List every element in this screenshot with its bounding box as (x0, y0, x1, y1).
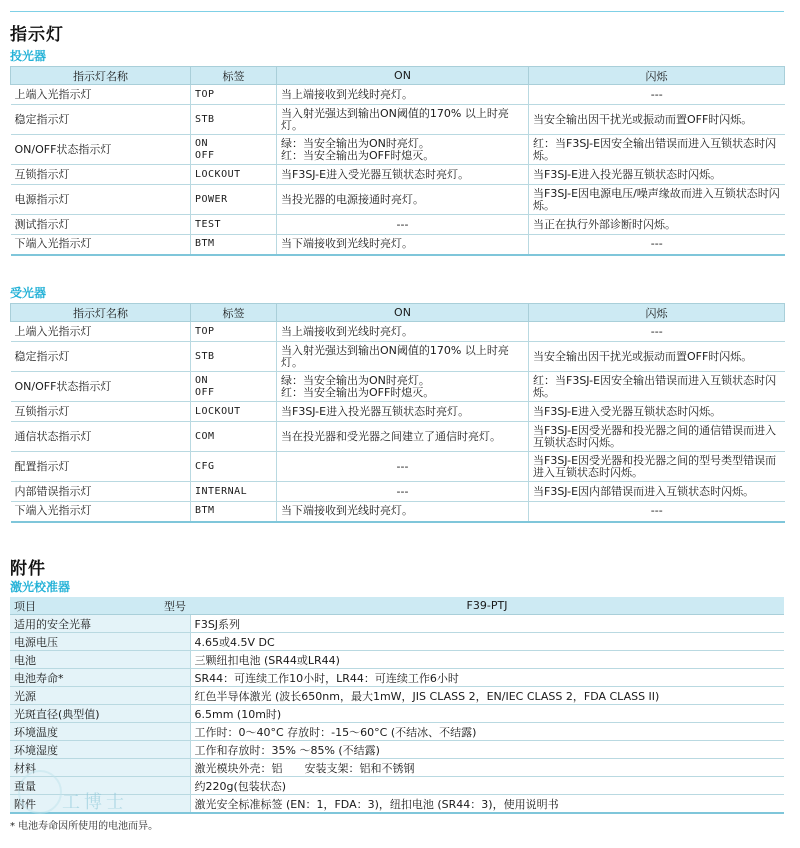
spec-value: 4.65或4.5V DC (190, 633, 784, 651)
table-header-row (11, 67, 785, 85)
blink-description: 当F3SJ-E因内部错误而进入互锁状态时闪烁。 (529, 482, 785, 502)
on-description: --- (277, 452, 529, 482)
table-header-row (11, 304, 785, 322)
header-label: 标签 (191, 304, 277, 322)
spec-value: 激光安全标准标签 (EN：1，FDA：3)，纽扣电池 (SR44：3)，使用说明书 (190, 795, 784, 814)
spec-item: 环境温度 (10, 723, 190, 741)
table-row (11, 165, 785, 185)
blink-description: --- (529, 502, 785, 522)
emitter-heading: 投光器 (10, 49, 47, 63)
blink-description: 当F3SJ-E进入投光器互锁状态时闪烁。 (529, 165, 785, 185)
on-description: 当在投光器和受光器之间建立了通信时亮灯。 (277, 422, 529, 452)
header-item: 项目 (14, 599, 36, 613)
spec-value: 激光模块外壳：铝 安装支架：铝和不锈钢 (190, 759, 784, 777)
blink-description: 当F3SJ-E因受光器和投光器之间的通信错误而进入互锁状态时闪烁。 (529, 422, 785, 452)
indicator-tag: COM (191, 422, 277, 452)
indicator-tag: STB (191, 105, 277, 135)
blink-description: --- (529, 235, 785, 255)
page-title: 指示灯 (10, 25, 64, 45)
on-description: 绿：当安全输出为ON时亮灯。 红：当安全输出为OFF时熄灭。 (277, 135, 529, 165)
accessories-title: 附件 (10, 559, 46, 579)
spec-item: 光斑直径(典型值) (10, 705, 190, 723)
indicator-name: 配置指示灯 (11, 452, 191, 482)
on-description: 当F3SJ-E进入投光器互锁状态时亮灯。 (277, 402, 529, 422)
header-label: 标签 (191, 67, 277, 85)
accessories-heading: 激光校准器 (10, 580, 71, 594)
indicator-name: 稳定指示灯 (11, 342, 191, 372)
blink-description: --- (529, 322, 785, 342)
spec-item: 附件 (10, 795, 190, 814)
blink-description: --- (529, 85, 785, 105)
indicator-name: 上端入光指示灯 (11, 85, 191, 105)
on-description: 当投光器的电源接通时亮灯。 (277, 185, 529, 215)
table-row (11, 235, 785, 255)
spec-item: 电池 (10, 651, 190, 669)
table-row (10, 759, 784, 777)
spec-value: 三颗纽扣电池 (SR44或LR44) (190, 651, 784, 669)
indicator-tag: POWER (191, 185, 277, 215)
watermark: 工博士 (62, 792, 128, 813)
receiver-table (10, 303, 785, 523)
header-on: ON (277, 67, 529, 85)
table-row (11, 502, 785, 522)
emitter-table (10, 66, 785, 256)
spec-item: 重量 (10, 777, 190, 795)
indicator-name: ON/OFF状态指示灯 (11, 372, 191, 402)
on-description: 当F3SJ-E进入受光器互锁状态时亮灯。 (277, 165, 529, 185)
indicator-name: 内部错误指示灯 (11, 482, 191, 502)
indicator-name: ON/OFF状态指示灯 (11, 135, 191, 165)
spec-item: 适用的安全光幕 (10, 615, 190, 633)
table-row (11, 422, 785, 452)
indicator-name: 测试指示灯 (11, 215, 191, 235)
top-rule (10, 11, 784, 12)
footnote: * 电池寿命因所使用的电池而异。 (10, 821, 159, 832)
table-row (11, 185, 785, 215)
table-header-row (10, 597, 784, 615)
table-row (11, 322, 785, 342)
blink-description: 当F3SJ-E进入受光器互锁状态时闪烁。 (529, 402, 785, 422)
indicator-tag: TOP (191, 85, 277, 105)
spec-value: 约220g(包装状态) (190, 777, 784, 795)
table-row (10, 723, 784, 741)
blink-description: 红：当F3SJ-E因安全输出错误而进入互锁状态时闪烁。 (529, 135, 785, 165)
accessories-table (10, 597, 784, 814)
header-name: 指示灯名称 (11, 304, 191, 322)
blink-description: 当F3SJ-E因电源电压/噪声缘故而进入互锁状态时闪烁。 (529, 185, 785, 215)
spec-item: 电源电压 (10, 633, 190, 651)
table-row (10, 705, 784, 723)
indicator-name: 稳定指示灯 (11, 105, 191, 135)
table-row (11, 402, 785, 422)
indicator-name: 下端入光指示灯 (11, 502, 191, 522)
indicator-tag: LOCKOUT (191, 402, 277, 422)
indicator-tag: ON OFF (191, 135, 277, 165)
header-blink: 闪烁 (529, 304, 785, 322)
header-item-cell (10, 597, 190, 615)
indicator-tag: LOCKOUT (191, 165, 277, 185)
indicator-name: 互锁指示灯 (11, 402, 191, 422)
spec-value: 红色半导体激光 (波长650nm，最大1mW，JIS CLASS 2，EN/IEC CLASS 2，FDA CLASS II) (190, 687, 784, 705)
table-row (10, 741, 784, 759)
indicator-name: 上端入光指示灯 (11, 322, 191, 342)
indicator-tag: INTERNAL (191, 482, 277, 502)
blink-description: 当正在执行外部诊断时闪烁。 (529, 215, 785, 235)
on-description: 当下端接收到光线时亮灯。 (277, 235, 529, 255)
table-row (10, 651, 784, 669)
indicator-tag: BTM (191, 502, 277, 522)
spec-item: 电池寿命* (10, 669, 190, 687)
spec-item: 环境湿度 (10, 741, 190, 759)
header-model: F39-PTJ (190, 597, 784, 615)
indicator-tag: ON OFF (191, 372, 277, 402)
on-description: 当入射光强达到输出ON阈值的170% 以上时亮灯。 (277, 342, 529, 372)
indicator-name: 下端入光指示灯 (11, 235, 191, 255)
indicator-tag: BTM (191, 235, 277, 255)
table-row (10, 615, 784, 633)
table-row (11, 452, 785, 482)
table-row (10, 687, 784, 705)
blink-description: 当F3SJ-E因受光器和投光器之间的型号类型错误而进入互锁状态时闪烁。 (529, 452, 785, 482)
spec-item: 光源 (10, 687, 190, 705)
indicator-name: 互锁指示灯 (11, 165, 191, 185)
spec-value: 6.5mm (10m时) (190, 705, 784, 723)
receiver-heading: 受光器 (10, 286, 47, 300)
spec-value: SR44：可连续工作10小时，LR44：可连续工作6小时 (190, 669, 784, 687)
table-row (11, 482, 785, 502)
blink-description: 当安全输出因干扰光或振动而置OFF时闪烁。 (529, 342, 785, 372)
indicator-name: 电源指示灯 (11, 185, 191, 215)
indicator-tag: STB (191, 342, 277, 372)
indicator-tag: TEST (191, 215, 277, 235)
header-on: ON (277, 304, 529, 322)
on-description: --- (277, 215, 529, 235)
table-row (10, 669, 784, 687)
watermark-logo-icon (18, 770, 62, 814)
table-row (10, 633, 784, 651)
table-row (11, 135, 785, 165)
table-row (11, 342, 785, 372)
table-row (11, 215, 785, 235)
spec-item: 材料 (10, 759, 190, 777)
table-row (11, 105, 785, 135)
indicator-tag: TOP (191, 322, 277, 342)
on-description: 当下端接收到光线时亮灯。 (277, 502, 529, 522)
header-blink: 闪烁 (529, 67, 785, 85)
blink-description: 当安全输出因干扰光或振动而置OFF时闪烁。 (529, 105, 785, 135)
table-row (11, 372, 785, 402)
spec-value: 工作和存放时：35% ～85% (不结露) (190, 741, 784, 759)
indicator-name: 通信状态指示灯 (11, 422, 191, 452)
on-description: 绿：当安全输出为ON时亮灯。 红：当安全输出为OFF时熄灭。 (277, 372, 529, 402)
on-description: 当入射光强达到输出ON阈值的170% 以上时亮灯。 (277, 105, 529, 135)
on-description: 当上端接收到光线时亮灯。 (277, 322, 529, 342)
blink-description: 红：当F3SJ-E因安全输出错误而进入互锁状态时闪烁。 (529, 372, 785, 402)
indicator-tag: CFG (191, 452, 277, 482)
spec-value: F3SJ系列 (190, 615, 784, 633)
on-description: --- (277, 482, 529, 502)
on-description: 当上端接收到光线时亮灯。 (277, 85, 529, 105)
header-model-label: 型号 (164, 599, 186, 613)
table-row (11, 85, 785, 105)
spec-value: 工作时：0～40°C 存放时：-15～60°C (不结冰、不结露) (190, 723, 784, 741)
header-name: 指示灯名称 (11, 67, 191, 85)
